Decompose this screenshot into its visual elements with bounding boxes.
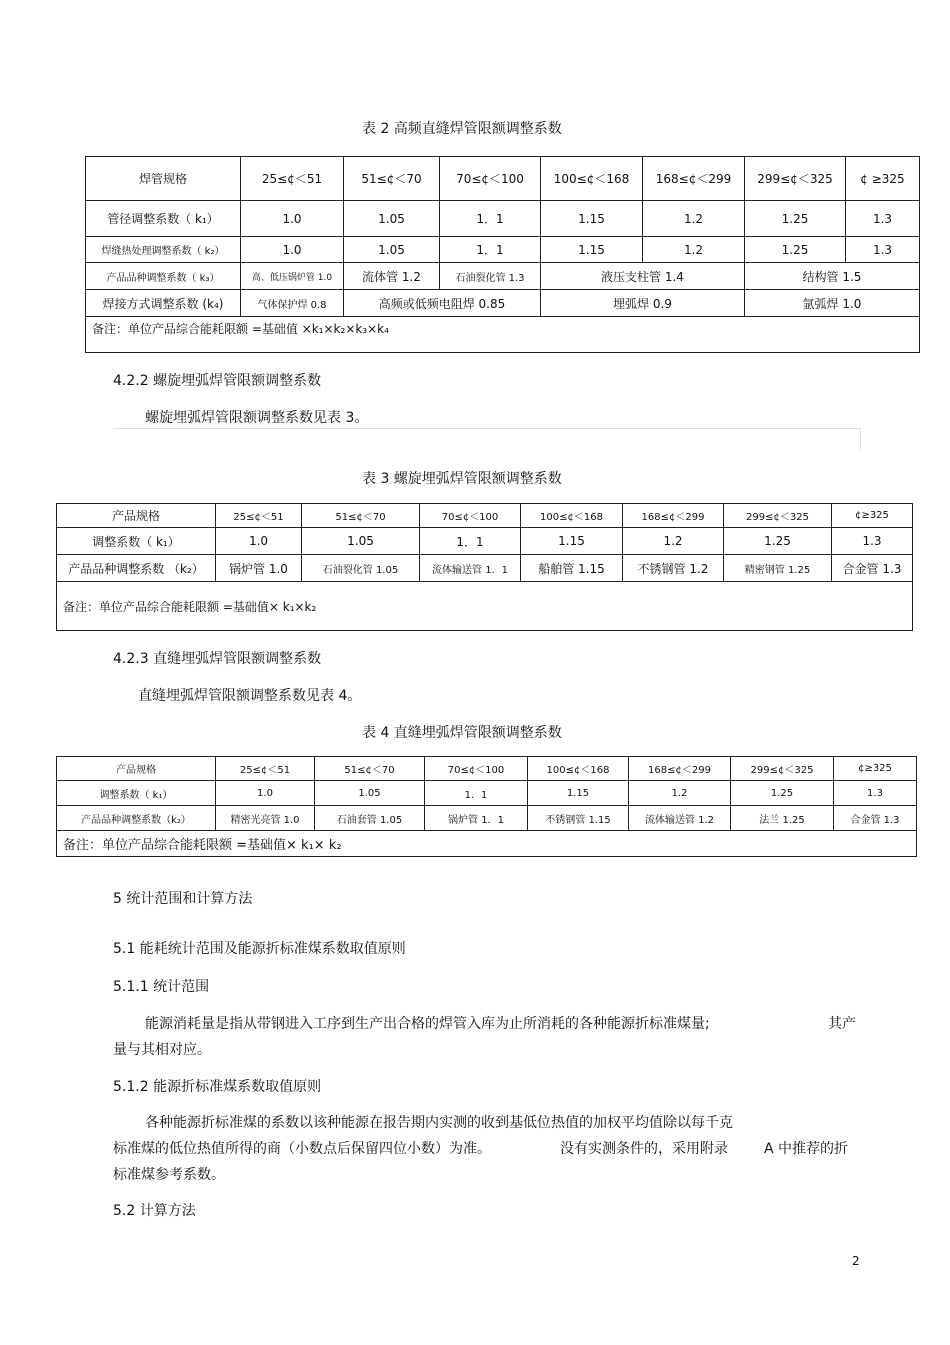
- table4-header-cell: 产品规格: [57, 757, 216, 781]
- table2-cell: 1.2: [643, 237, 745, 263]
- section-5-1-1-heading: 5.1.1 统计范围: [113, 979, 210, 995]
- table4-cell: 精密光亮管 1.0: [216, 806, 315, 831]
- table2-cell: 1．1: [440, 237, 541, 263]
- table2-header-cell: 25≤¢＜51: [241, 157, 344, 201]
- table4: [56, 756, 917, 857]
- table2-cell: 氩弧焊 1.0: [745, 290, 920, 317]
- table3-header-cell: 168≤¢＜299: [623, 504, 724, 528]
- table2-cell: 高频或低频电阻焊 0.85: [344, 290, 541, 317]
- table4-header-row: [57, 757, 917, 781]
- table3-cell: 1.05: [302, 528, 420, 555]
- faint-rule: [113, 428, 861, 429]
- table3-row-label: 产品品种调整系数 （k₂）: [57, 555, 216, 582]
- table2-cell: 1.2: [643, 201, 745, 237]
- table4-cell: 不锈钢管 1.15: [528, 806, 629, 831]
- table2-caption: 表 2 高频直缝焊管限额调整系数: [362, 121, 562, 137]
- table2-cell: 1.05: [344, 237, 440, 263]
- paragraph-5-1-2-line3: 标准煤参考系数。: [113, 1167, 225, 1183]
- table4-row-label: 调整系数（ k₁）: [57, 781, 216, 806]
- paragraph-5-1-1-line1-end: 其产: [828, 1016, 856, 1032]
- table4-caption: 表 4 直缝埋弧焊管限额调整系数: [362, 725, 562, 741]
- table3-row-label: 调整系数（ k₁）: [57, 528, 216, 555]
- table4-cell: 法兰 1.25: [731, 806, 834, 831]
- table3-cell: 石油裂化管 1.05: [302, 555, 420, 582]
- table3-cell: 1.3: [832, 528, 913, 555]
- table2-note-row: [86, 317, 920, 353]
- table3-header-cell: 299≤¢＜325: [724, 504, 832, 528]
- table4-row-k1: [57, 781, 917, 806]
- table4-cell: 合金管 1.3: [834, 806, 917, 831]
- table2-cell: 1.05: [344, 201, 440, 237]
- table3-header-cell: 51≤¢＜70: [302, 504, 420, 528]
- table4-header-cell: 299≤¢＜325: [731, 757, 834, 781]
- table4-cell: 流体输送管 1.2: [629, 806, 731, 831]
- table2-cell: 1.25: [745, 237, 846, 263]
- section-5-2-heading: 5.2 计算方法: [113, 1203, 196, 1219]
- table3-note-row: [57, 582, 913, 631]
- table2-row-label: 焊接方式调整系数 (k₄): [86, 290, 241, 317]
- table3-cell: 船舶管 1.15: [521, 555, 623, 582]
- table3-caption: 表 3 螺旋埋弧焊管限额调整系数: [362, 471, 562, 487]
- table2-cell: 流体管 1.2: [344, 263, 440, 290]
- table4-cell: 1.15: [528, 781, 629, 806]
- table4-header-cell: ¢≥325: [834, 757, 917, 781]
- page-number: 2: [852, 1254, 860, 1268]
- table2-cell: 1.3: [846, 237, 920, 263]
- table3-cell: 流体输送管 1．1: [420, 555, 521, 582]
- table4-header-cell: 70≤¢＜100: [425, 757, 528, 781]
- table3-cell: 1.2: [623, 528, 724, 555]
- paragraph-5-1-1-line1: 能源消耗量是指从带钢进入工序到生产出合格的焊管入库为止所消耗的各种能源折标准煤量;: [145, 1016, 710, 1032]
- table4-cell: 1.0: [216, 781, 315, 806]
- table3: [56, 503, 913, 631]
- table2-header-cell: 299≤¢＜325: [745, 157, 846, 201]
- table3-row-k2: [57, 555, 913, 582]
- paragraph-5-1-2-line2-end: A 中推荐的折: [764, 1141, 849, 1157]
- table3-cell: 1.25: [724, 528, 832, 555]
- table2-cell: 气体保护焊 0.8: [241, 290, 344, 317]
- section-4-2-2-heading: 4.2.2 螺旋埋弧焊管限额调整系数: [113, 373, 322, 389]
- table4-header-cell: 100≤¢＜168: [528, 757, 629, 781]
- table3-cell: 1.15: [521, 528, 623, 555]
- section-5-1-2-heading: 5.1.2 能源折标准煤系数取值原则: [113, 1079, 322, 1095]
- paragraph-5-1-1-line2: 量与其相对应。: [113, 1042, 211, 1058]
- table4-cell: 1.05: [315, 781, 425, 806]
- table2-cell: 1.3: [846, 201, 920, 237]
- table3-cell: 锅炉管 1.0: [216, 555, 302, 582]
- table2-cell: 1.0: [241, 237, 344, 263]
- table4-cell: 1．1: [425, 781, 528, 806]
- table2-cell: 1.15: [541, 201, 643, 237]
- table4-note: 备注：单位产品综合能耗限额 =基础值× k₁× k₂: [57, 831, 917, 857]
- section-5-1-heading: 5.1 能耗统计范围及能源折标准煤系数取值原则: [113, 941, 406, 957]
- table4-cell: 锅炉管 1．1: [425, 806, 528, 831]
- table2-cell: 液压支柱管 1.4: [541, 263, 745, 290]
- table2-row-label: 产品品种调整系数（ k₃）: [86, 263, 241, 290]
- table2-row-k3: [86, 263, 920, 290]
- table2: [85, 156, 920, 353]
- table2-note: 备注：单位产品综合能耗限额 =基础值 ×k₁×k₂×k₃×k₄: [86, 317, 920, 353]
- table3-note: 备注：单位产品综合能耗限额 =基础值× k₁×k₂: [57, 582, 913, 631]
- table2-cell: 结构管 1.5: [745, 263, 920, 290]
- table4-note-row: [57, 831, 917, 857]
- table2-cell: 1.0: [241, 201, 344, 237]
- table2-header-cell: 70≤¢＜100: [440, 157, 541, 201]
- faint-rule: [860, 428, 861, 450]
- table2-row-k2: [86, 237, 920, 263]
- table4-cell: 1.3: [834, 781, 917, 806]
- table2-header-row: [86, 157, 920, 201]
- table2-row-label: 管径调整系数（ k₁）: [86, 201, 241, 237]
- table3-cell: 1.0: [216, 528, 302, 555]
- table2-cell: 1.15: [541, 237, 643, 263]
- table2-cell: 1.25: [745, 201, 846, 237]
- table3-row-k1: [57, 528, 913, 555]
- table2-header-cell: 168≤¢＜299: [643, 157, 745, 201]
- table3-header-cell: 25≤¢＜51: [216, 504, 302, 528]
- section-5-heading: 5 统计范围和计算方法: [113, 891, 253, 907]
- table3-header-cell: 100≤¢＜168: [521, 504, 623, 528]
- table4-row-label: 产品品种调整系数（k₂）: [57, 806, 216, 831]
- table3-cell: 不锈钢管 1.2: [623, 555, 724, 582]
- table3-cell: 精密钢管 1.25: [724, 555, 832, 582]
- table3-header-cell: 产品规格: [57, 504, 216, 528]
- table3-cell: 合金管 1.3: [832, 555, 913, 582]
- table3-header-cell: ¢≥325: [832, 504, 913, 528]
- table2-header-cell: 焊管规格: [86, 157, 241, 201]
- table2-cell: 埋弧焊 0.9: [541, 290, 745, 317]
- table4-cell: 石油套管 1.05: [315, 806, 425, 831]
- table4-row-k2: [57, 806, 917, 831]
- table2-row-label: 焊缝热处理调整系数（ k₂）: [86, 237, 241, 263]
- table2-row-k1: [86, 201, 920, 237]
- table2-header-cell: 100≤¢＜168: [541, 157, 643, 201]
- section-4-2-3-text: 直缝埋弧焊管限额调整系数见表 4。: [138, 688, 362, 704]
- table2-cell: 1．1: [440, 201, 541, 237]
- table2-cell: 石油裂化管 1.3: [440, 263, 541, 290]
- section-4-2-2-text: 螺旋埋弧焊管限额调整系数见表 3。: [145, 410, 369, 426]
- section-4-2-3-heading: 4.2.3 直缝埋弧焊管限额调整系数: [113, 651, 322, 667]
- table3-header-cell: 70≤¢＜100: [420, 504, 521, 528]
- paragraph-5-1-2-line1: 各种能源折标准煤的系数以该种能源在报告期内实测的收到基低位热值的加权平均值除以每千克: [145, 1115, 733, 1131]
- paragraph-5-1-2-line2: 标准煤的低位热值所得的商（小数点后保留四位小数）为准。: [113, 1141, 491, 1157]
- table3-header-row: [57, 504, 913, 528]
- table4-header-cell: 168≤¢＜299: [629, 757, 731, 781]
- table2-cell: 高、低压锅炉管 1.0: [241, 263, 344, 290]
- table2-header-cell: 51≤¢＜70: [344, 157, 440, 201]
- table4-header-cell: 25≤¢＜51: [216, 757, 315, 781]
- table2-row-k4: [86, 290, 920, 317]
- table4-header-cell: 51≤¢＜70: [315, 757, 425, 781]
- table4-cell: 1.2: [629, 781, 731, 806]
- table4-cell: 1.25: [731, 781, 834, 806]
- table3-cell: 1．1: [420, 528, 521, 555]
- paragraph-5-1-2-line2-mid: 没有实测条件的，采用附录: [560, 1141, 728, 1157]
- table2-header-cell: ¢ ≥325: [846, 157, 920, 201]
